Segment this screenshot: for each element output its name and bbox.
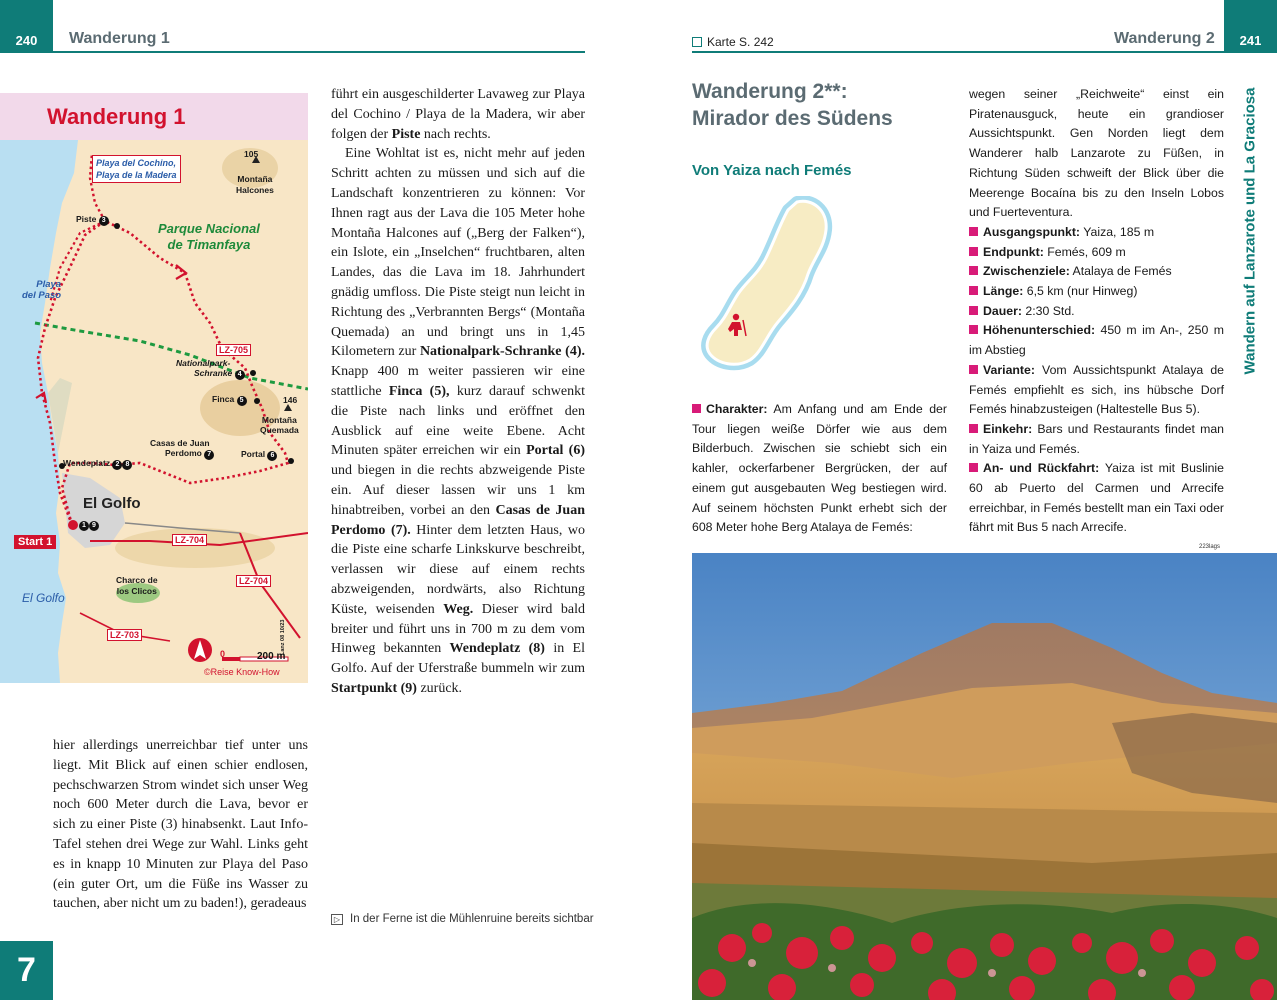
map-scale-zero: 0 [220,649,226,659]
charakter-label: Charakter: [706,402,768,416]
map-label-charco-1: Charco de [116,575,158,585]
map-label-lz704-b: LZ-704 [236,575,271,587]
map-label-schranke [176,358,245,380]
page-number-right: 241 [1224,0,1277,53]
fact-value: Bars und Restaurants findet man in Yaiza und Femés. [969,421,1224,456]
waypoint-3: 3 [99,216,109,226]
map-label-piste [76,214,109,226]
map-label-playa-cochino: Playa del Cochino, [96,158,177,168]
fact-label: Einkehr: [983,421,1033,436]
map-reference-text: Karte S. 242 [707,35,774,49]
intro-paragraph: wegen seiner „Reichweite“ einst ein Piratenausguck, heute ein grandioser Aussichtspunkt. Gen Norden liegt dem Wanderer halb Lanzarote zu Füßen, in Richtung Süden schweift der Blick über die Meerenge Bocaína bis zu den Inseln Lobos und Fuerteventura. [969,87,1224,220]
map-label-montana-quemada [260,415,299,435]
section-vertical-label [1240,88,1260,374]
island-locator-map [692,196,842,376]
map-label-wendeplatz-text: Wendeplatz [63,458,111,468]
bold-schranke: Nationalpark-Schranke (4). [419,344,585,360]
bullet-square-icon [969,463,978,472]
map-label-portal [241,449,277,461]
waypoint-6: 6 [267,451,277,461]
map-label-casas [150,438,214,460]
map-label-lz704-a: LZ-704 [172,534,207,546]
fact-label: Ausgangspunkt: [983,224,1081,239]
charakter-paragraph [692,400,947,538]
text-span: kurz darauf schwenkt die Piste nach links und eröffnet den Ausblick auf eine weite Ebene. Acht Minuten später erreichen wir ein [331,383,585,459]
fact-item [969,243,1224,263]
waypoint-4: 4 [235,370,245,380]
fact-item [969,420,1224,459]
fact-label: Variante: [983,362,1035,377]
fact-label: Endpunkt: [983,244,1044,259]
fact-item [969,321,1224,360]
map-scale-200: 200 m [257,651,286,662]
map-label-finca-text: Finca [212,394,235,404]
bold-finca: Finca (5), [388,383,450,399]
bullet-square-icon [692,404,701,413]
map-label-el-golfo-water: El Golfo [22,591,65,605]
bullet-square-icon [969,424,978,433]
waypoint-9: 9 [89,521,99,531]
map-label-montana-halcones-1: Montaña [237,174,273,184]
map-label-casas-2: Perdomo [165,448,202,458]
fact-item [969,223,1224,243]
caption-arrow-icon: ▷ [331,914,343,925]
map-reference [692,35,774,49]
bullet-square-icon [969,306,978,315]
text-span: Eine Wohltat ist es, nicht mehr auf jeden Schritt achten zu müssen und sich auf die Landschaft konzentrieren zu können: Vor Ihnen ragt aus der Lava die 105 Meter hohe Montaña Halcones auf („Berg der Falken“), ein Islote, ein „Inselchen“ fruchtbaren, alten Landes, das die Lava im 18. Jahrhundert gnädig umfloss. Die Piste steigt nun leicht in Richtung des „Verbrannten Bergs“ (Montaña Quemada) an und bringt uns in 1,45 Kilometern zur [331,146,585,360]
waypoint-2: 2 [112,460,122,470]
map-label-casas-1: Casas de Juan [150,438,210,448]
photo-credit: 223lags [1199,544,1221,550]
map-label-wendeplatz [63,458,132,470]
caption-text: In der Ferne ist die Mühlenruine bereits sichtbar [350,913,594,925]
bold-startpunkt: Startpunkt (9) [331,680,417,696]
map-label-lz703: LZ-703 [107,629,142,641]
map-label-el-golfo-town: El Golfo [83,495,141,512]
map-label-piste-text: Piste [76,214,97,224]
waypoint-8: 8 [122,460,132,470]
text-span: Knapp 400 m weiter passieren wir eine stattliche [331,364,585,399]
map-copyright: ©Reise Know-How [204,667,280,677]
bold-portal: Portal (6) [526,443,585,459]
map-reference-box-icon [692,37,702,47]
hike-title [692,78,952,132]
bullet-square-icon [969,227,978,236]
fact-item [969,361,1224,420]
map-label-charco [116,575,158,597]
bullet-square-icon [969,286,978,295]
map-label-montana-quemada-2: Quemada [260,425,299,435]
fact-item [969,262,1224,282]
left-column-text [53,736,308,914]
map-label-schranke-1: Nationalpark- [176,358,231,368]
hike-title-line1: Wanderung 2**: [692,80,848,103]
text-span: zurück. [416,680,463,696]
middle-paragraph-1 [331,85,585,144]
fact-value: Yaiza ist mit Buslinie 60 ab Puerto del Carmen und Arrecife erreichbar, in Femés bestellt man ein Taxi oder fährt mit Bus 5 nach Arrecife. [969,461,1224,535]
middle-column-text [331,85,585,699]
map-code: Lanz 08 10/23 [280,619,286,655]
map-label-playa-box [92,155,181,183]
map-label-montana-halcones-2: Halcones [236,185,274,195]
map-label-schranke-2: Schranke [194,368,233,378]
bold-wendeplatz: Wendeplatz (8) [449,641,545,657]
bullet-square-icon [969,266,978,275]
hike-info-column [969,85,1224,538]
header-rule-right [692,51,1224,53]
bullet-square-icon [969,365,978,374]
charakter-block [692,400,947,538]
map-title: Wanderung 1 [47,103,186,129]
map-label-start-waypoints [79,519,99,531]
waypoint-7: 7 [204,450,214,460]
charakter-text: Am Anfang und am Ende der Tour liegen weiße Dörfer wie aus dem Bilderbuch. Zwischen sie schiebt sich ein kahler, ockerfarbener Bergrücken, der auf einem gut ausgebauten Weg bestiegen wird. Auf seinem höchsten Punkt erhebt sich der 608 Meter hohe Berg Atalaya de Femés: [692,402,947,535]
landscape-photo [692,553,1277,1000]
text-span: Dieser wird bald breiter und führt uns in 700 m zu dem vom Hinweg bekannten [331,601,585,657]
fact-label: An- und Rückfahrt: [983,461,1100,476]
fact-value: Femés, 609 m [1043,244,1126,259]
hike-title-line2: Mirador des Südens [692,107,893,130]
text-span: führt ein ausgeschilderter Lavaweg zur Playa del Cochino / Playa de la Madera, wir aber folgen der [331,87,585,142]
bold-casas: Casas de Juan Perdomo (7). [331,502,585,538]
fact-value: Vom Aussichtspunkt Atalaya de Femés empfiehlt es sich, ins hübsche Dorf Femés hinabzusteigen (Haltestelle Bus 5). [969,362,1224,417]
map-title-bar [0,93,308,140]
waypoint-1: 1 [79,521,89,531]
map-label-montana-quemada-1: Montaña [261,415,297,425]
map-label-finca [212,394,247,406]
chapter-tab: 7 [0,941,53,1000]
map-label-peak-105: 105 [244,149,259,159]
left-column-paragraph: hier allerdings unerreichbar tief unter uns liegt. Mit Blick auf einen schier endlosen, pechschwarzen Strom windet sich unser Weg noch 600 Meter durch die Lava, bevor er sich zu einer Piste (3) hinabsenkt. Laut Info-Tafel stehen drei Wege zur Wahl. Links geht es in knapp 10 Minuten zur Playa del Paso (ein guter Ort, um die Füße ins Wasser zu tauchen, aber nicht um zu baden!), geradeaus [53,738,308,912]
fact-value: Atalaya de Femés [1069,264,1172,279]
fact-value: 6,5 km (nur Hinweg) [1023,284,1138,299]
text-span: nach rechts. [420,126,491,142]
map-label-peak-146: 146 [283,395,298,405]
photo-caption [331,913,594,925]
map-label-charco-2: los Clicos [116,586,157,596]
bullet-square-icon [969,247,978,256]
middle-paragraph-2 [331,144,585,698]
header-title-right: Wanderung 2 [1114,30,1215,47]
fact-value: Yaiza, 185 m [1080,224,1155,239]
map-label-parque-1: Parque Nacional [158,221,260,236]
text-span: und biegen in die rechts abzweigende Piste ein. Auf dieser lassen wir uns 1 km hinabtreiben, vorbei an den [331,463,585,518]
fact-value: 2:30 Std. [1021,303,1075,318]
facts-list [969,223,1224,538]
map-label-parque [158,221,260,253]
fact-item [969,302,1224,322]
bold-piste: Piste [391,126,421,142]
route-map [0,93,308,683]
bullet-square-icon [969,325,978,334]
fact-label: Zwischenziele: [983,264,1070,279]
fact-item [969,282,1224,302]
map-label-portal-text: Portal [241,449,266,459]
section-vertical-label-text: Wandern auf Lanzarote und La Graciosa [1241,87,1259,375]
fact-item [969,459,1224,538]
map-label-playa-paso [22,279,61,301]
map-label-parque-2: de Timanfaya [167,237,251,252]
text-span: Hinter dem letzten Haus, wo die Piste eine scharfe Linkskurve beschreibt, verlassen wir diese auf einem rechts abzweigenden, nordwärts, also Richtung Küste, weisenden [331,522,585,617]
text-span: in El Golfo. Auf der Uferstraße bummeln wir zum [331,641,585,677]
waypoint-5: 5 [237,396,247,406]
map-label-start: Start 1 [14,535,56,549]
header-title-left: Wanderung 1 [69,30,170,47]
hike-subtitle: Von Yaiza nach Femés [692,162,852,179]
map-label-schranke-2-line [176,368,245,380]
fact-label: Länge: [983,284,1024,299]
map-label-montana-halcones [236,174,274,196]
map-label-casas-2-line [150,448,214,460]
map-label-playa-madera: Playa de la Madera [96,170,177,180]
map-label-lz705: LZ-705 [216,344,251,356]
bold-weg: Weg. [443,601,474,617]
fact-label: Dauer: [983,303,1022,318]
map-label-playa-paso-1: Playa [36,279,62,290]
fact-value: 450 m im An-, 250 m im Abstieg [969,323,1224,358]
header-rule-left [53,51,585,53]
map-label-playa-paso-2: del Paso [22,290,62,301]
fact-label: Höhenunterschied: [983,323,1096,338]
page-number-left: 240 [0,0,53,53]
